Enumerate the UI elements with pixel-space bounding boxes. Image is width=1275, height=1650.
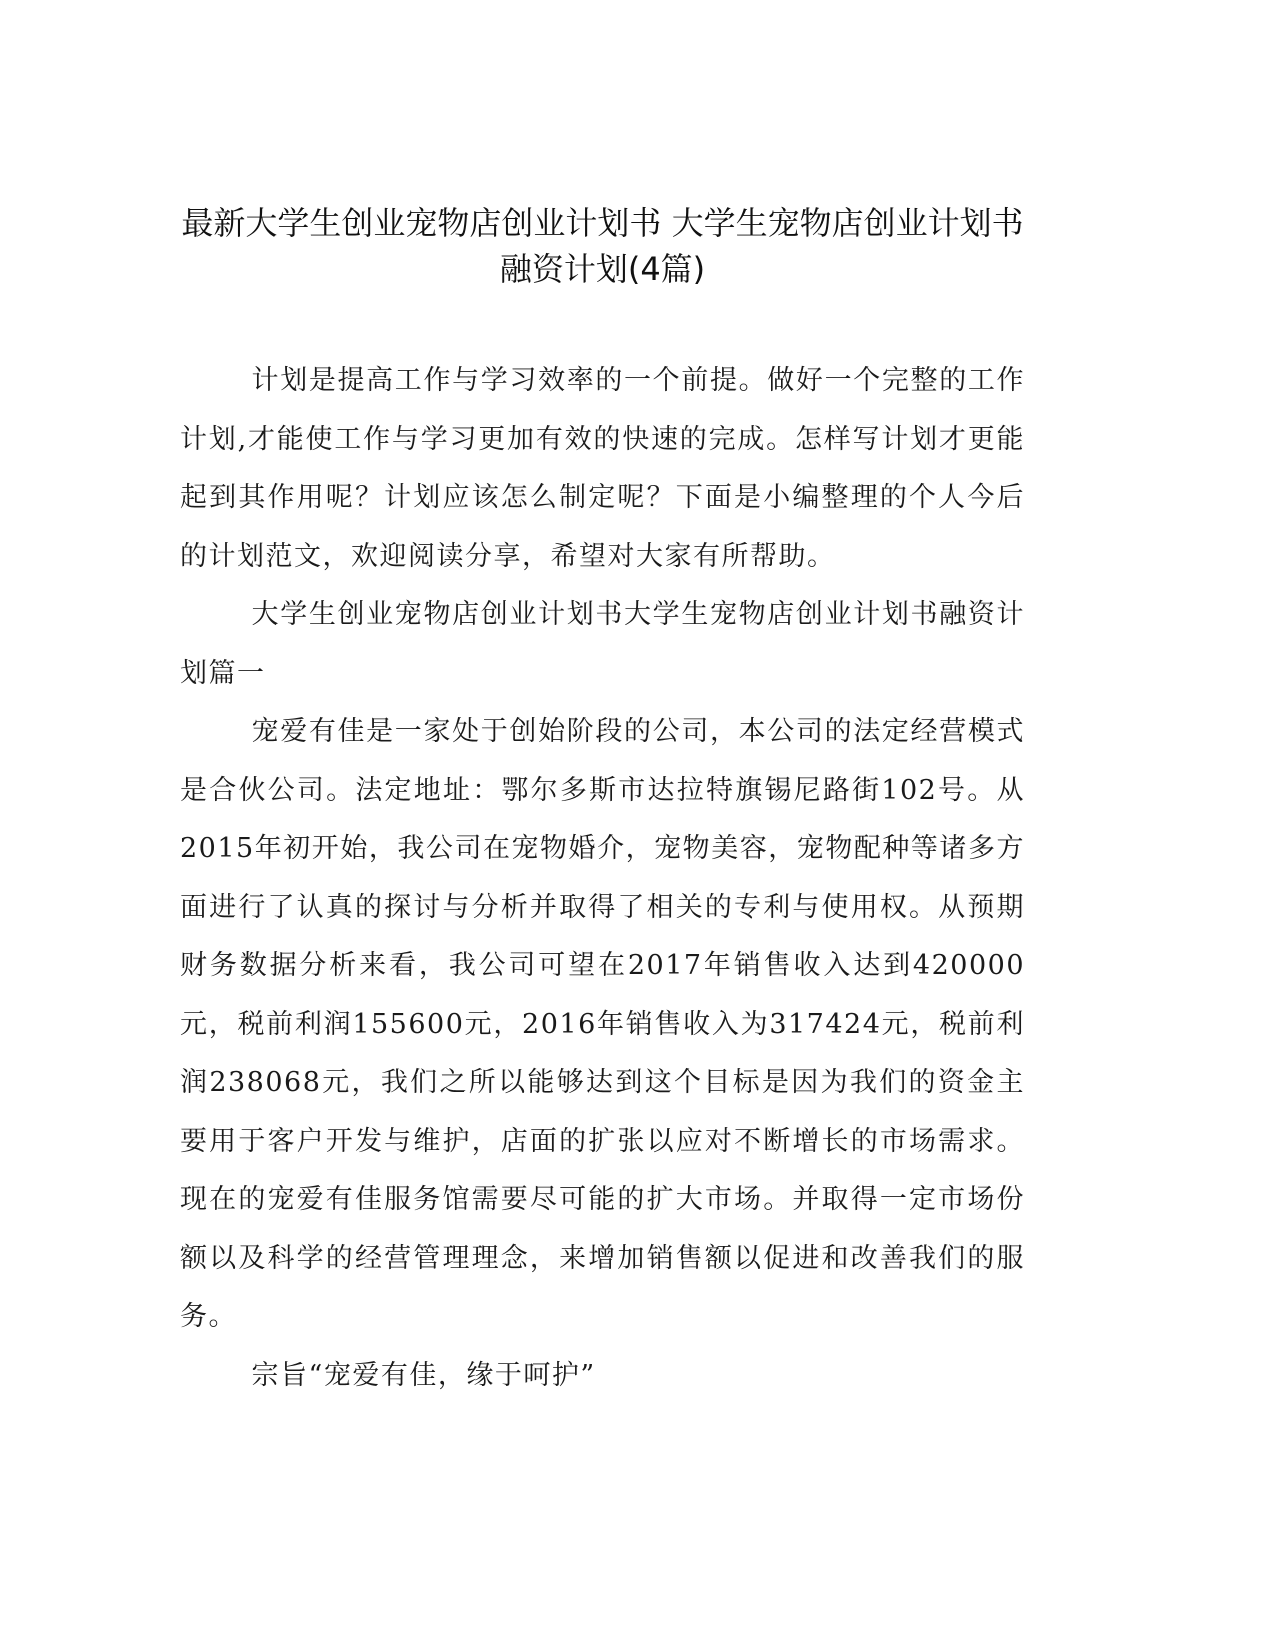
mission-paragraph: 宗旨“宠爱有佳，缘于呵护” [251,1359,596,1391]
document-body [180,352,1025,1405]
company-overview-paragraph: 宠爱有佳是一家处于创始阶段的公司，本公司的法定经营模式是合伙公司。法定地址：鄂尔多斯市达拉特旗锡尼路街102号。从2015年初开始，我公司在宠物婚介，宠物美容，宠物配种等诸多方面进行了认真的探讨与分析并取得了相关的专利与使用权。从预期财务数据分析来看，我公司可望在2017年销售收入达到420000元，税前利润155600元，2016年销售收入为317424元，税前利润238068元，我们之所以能够达到这个目标是因为我们的资金主要用于客户开发与维护，店面的扩张以应对不断增长的市场需求。现在的宠爱有佳服务馆需要尽可能的扩大市场。并取得一定市场份额以及科学的经营管理理念，来增加销售额以促进和改善我们的服务。 [180,716,1025,1332]
section-heading-paragraph: 大学生创业宠物店创业计划书大学生宠物店创业计划书融资计划篇一 [180,599,1025,689]
document-title [180,200,1025,292]
intro-paragraph: 计划是提高工作与学习效率的一个前提。做好一个完整的工作计划,才能使工作与学习更加有效的快速的完成。怎样写计划才更能起到其作用呢？计划应该怎么制定呢？下面是小编整理的个人今后的计划范文，欢迎阅读分享，希望对大家有所帮助。 [180,365,1025,572]
title-line-1: 最新大学生创业宠物店创业计划书 大学生宠物店创业计划书 [181,204,1024,242]
title-line-2: 融资计划(4篇) [499,250,706,288]
